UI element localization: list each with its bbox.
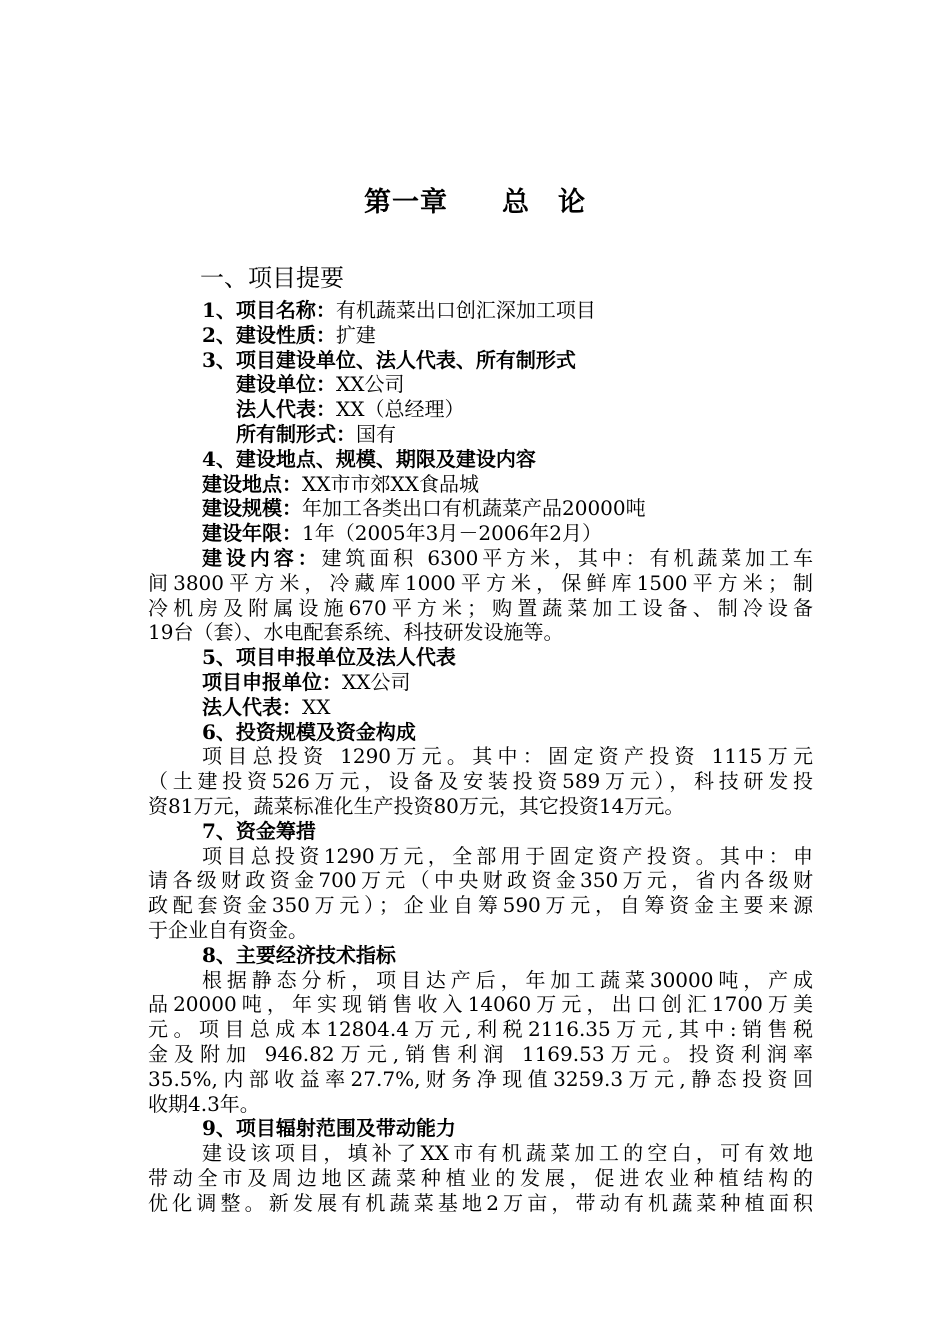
- field-value: 根据静态分析，项目达产后，年加工蔬菜30000吨，产成: [202, 967, 813, 992]
- text-line: [148, 1191, 813, 1216]
- text-line: [148, 720, 813, 745]
- field-label: 建设地点：: [202, 471, 302, 496]
- field-label: 建设单位：: [236, 372, 336, 397]
- text-line: [148, 1116, 813, 1141]
- text-line: [148, 447, 813, 472]
- field-value: 金及附加 946.82万元,销售利润 1169.53万元。投资利润率: [148, 1041, 813, 1066]
- field-value: XX公司: [336, 372, 405, 397]
- field-value: 请各级财政资金700万元（中央财政资金350万元，省内各级财: [148, 868, 813, 893]
- field-value: 扩建: [335, 322, 376, 347]
- field-value: 有机蔬菜出口创汇深加工项目: [335, 298, 596, 322]
- field-label: 3、项目建设单位、法人代表、所有制形式: [202, 347, 576, 372]
- text-line: [148, 571, 813, 596]
- field-value: 19台（套）、水电配套系统、科技研发设施等。: [148, 620, 564, 645]
- text-line: [148, 645, 813, 670]
- text-line: [148, 943, 813, 968]
- field-value: 收期4.3年。: [148, 1091, 260, 1116]
- field-value: （土建投资526万元，设备及安装投资589万元），科技研发投: [148, 769, 813, 794]
- text-line: [148, 546, 813, 571]
- field-value: 元。项目总成本12804.4万元,利税2116.35万元,其中:销售税: [148, 1017, 813, 1042]
- field-value: 冷机房及附属设施670平方米；购置蔬菜加工设备、制冷设备: [148, 595, 813, 620]
- chapter-heading: [0, 180, 950, 219]
- text-line: [148, 794, 813, 819]
- field-value: 优化调整。新发展有机蔬菜基地2万亩，带动有机蔬菜种植面积: [148, 1190, 813, 1215]
- text-line: [148, 1042, 813, 1067]
- field-value: 年加工各类出口有机蔬菜产品20000吨: [302, 496, 646, 521]
- text-line: [148, 422, 813, 447]
- text-line: [148, 472, 813, 497]
- field-label: 建设年限：: [202, 521, 302, 546]
- section-heading: 一、项目提要: [200, 264, 344, 292]
- field-label: 8、主要经济技术指标: [202, 942, 396, 967]
- field-value: XX: [302, 694, 331, 719]
- field-label: 5、项目申报单位及法人代表: [202, 645, 456, 670]
- text-line: [148, 496, 813, 521]
- field-value: XX公司: [342, 669, 411, 694]
- field-value: 建设该项目，填补了XX市有机蔬菜加工的空白，可有效地: [202, 1141, 813, 1166]
- field-label: 7、资金筹措: [202, 818, 316, 843]
- field-value: 项目总投资 1290万元。其中：固定资产投资 1115万元: [202, 744, 813, 769]
- text-line: [148, 1017, 813, 1042]
- field-value: XX（总经理）: [336, 397, 465, 422]
- text-line: [148, 620, 813, 645]
- text-line: [148, 992, 813, 1017]
- field-value: 1年（2005年3月－2006年2月）: [302, 521, 602, 546]
- text-line: [148, 1141, 813, 1166]
- field-value: 间3800平方米，冷藏库1000平方米，保鲜库1500平方米；制: [148, 570, 813, 595]
- field-value: 国有: [356, 421, 396, 446]
- field-value: 建筑面积 6300平方米，其中：有机蔬菜加工车: [321, 545, 813, 570]
- text-line: [148, 372, 813, 397]
- chapter-title: 总 论: [502, 187, 586, 218]
- field-value: 资81万元，蔬菜标准化生产投资80万元，其它投资14万元。: [148, 793, 685, 818]
- text-line: [148, 844, 813, 869]
- field-label: 9、项目辐射范围及带动能力: [202, 1116, 456, 1141]
- field-label: 建设规模：: [202, 496, 302, 521]
- field-value: 品20000吨，年实现销售收入14060万元，出口创汇1700万美: [148, 992, 813, 1017]
- text-line: [148, 918, 813, 943]
- text-line: [148, 695, 813, 720]
- field-label: 6、投资规模及资金构成: [202, 719, 416, 744]
- text-line: [148, 868, 813, 893]
- text-line: [148, 521, 813, 546]
- field-label: 法人代表：: [236, 397, 336, 422]
- text-line: [148, 893, 813, 918]
- text-line: [148, 744, 813, 769]
- text-line: [148, 1067, 813, 1092]
- text-line: [148, 323, 813, 348]
- field-value: 带动全市及周边地区蔬菜种植业的发展，促进农业种植结构的: [148, 1165, 813, 1190]
- field-value: 项目总投资1290万元，全部用于固定资产投资。其中：申: [202, 843, 813, 868]
- text-line: [148, 348, 813, 373]
- field-label: 法人代表：: [202, 694, 302, 719]
- field-value: 35.5%,内部收益率27.7%,财务净现值3259.3万元,静态投资回: [148, 1066, 813, 1091]
- text-line: [148, 769, 813, 794]
- field-label: 4、建设地点、规模、期限及建设内容: [202, 446, 536, 471]
- field-label: 2、建设性质：: [202, 322, 336, 347]
- text-line: [148, 298, 813, 323]
- text-line: [148, 819, 813, 844]
- text-line: [148, 670, 813, 695]
- text-line: [148, 596, 813, 621]
- field-value: XX市市郊XX食品城: [302, 471, 479, 496]
- document-body: [148, 298, 813, 1215]
- field-label: 项目申报单位：: [202, 669, 342, 694]
- field-value: 于企业自有资金。: [148, 917, 308, 942]
- field-label: 所有制形式：: [236, 421, 356, 446]
- text-line: [148, 1092, 813, 1117]
- text-line: [148, 1166, 813, 1191]
- field-label: 建设内容：: [202, 545, 322, 570]
- text-line: [148, 968, 813, 993]
- field-label: 1、项目名称：: [202, 298, 336, 322]
- field-value: 政配套资金350万元）；企业自筹590万元，自筹资金主要来源: [148, 893, 813, 918]
- text-line: [148, 397, 813, 422]
- chapter-number: 第一章: [364, 187, 448, 218]
